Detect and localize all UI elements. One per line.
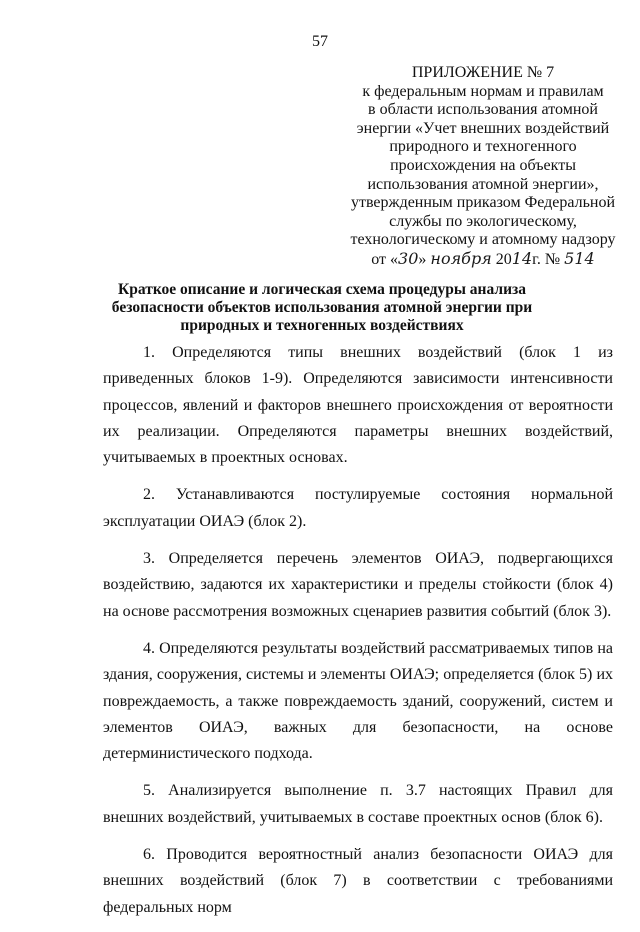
appendix-line: службы по экологическому,	[389, 212, 577, 230]
handwritten-day: 30	[398, 248, 419, 268]
paragraph-1: 1. Определяются типы внешних воздействий (блок 1 из приведенных блоков 1-9). Определяются зависимости интенсивности процессов, явлений и факторов внешнего происхождения от вероятности их реализации. Определяются параметры внешних воздействий, учитываемых в проектных основах.	[103, 344, 613, 467]
paragraph-6: 6. Проводится вероятностный анализ безопасности ОИАЭ для внешних воздействий (блок 7) в соответствии с требованиями федеральных норм	[103, 846, 613, 916]
body-text	[103, 340, 613, 932]
appendix-line: технологическому и атомному надзору	[350, 231, 616, 249]
appendix-title: ПРИЛОЖЕНИЕ № 7	[411, 64, 555, 81]
appendix-line: использования атомной энергии»,	[367, 175, 599, 193]
section-heading: Краткое описание и логическая схема процедуры анализа безопасности объектов использования атомной энергии при природных и техногенных воздействиях	[111, 281, 533, 334]
date-year-end: г. №	[532, 250, 561, 268]
appendix-line: энергии «Учет внешних воздействий	[356, 119, 610, 137]
date-prefix: от «	[371, 250, 399, 268]
appendix-line: в области использования атомной	[368, 101, 598, 119]
page-number: 57	[312, 33, 328, 50]
paragraph-3: 3. Определяется перечень элементов ОИАЭ, подвергающихся воздействию, задаются их характеристики и пределы стойкости (блок 4) на основе рассмотрения возможных сценариев развития событий (блок 3).	[103, 550, 613, 620]
paragraph-2: 2. Устанавливаются постулируемые состояния нормальной эксплуатации ОИАЭ (блок 2).	[103, 486, 613, 530]
order-date-line	[348, 250, 618, 270]
handwritten-year: 14	[511, 248, 533, 268]
paragraph-4: 4. Определяются результаты воздействий рассматриваемых типов на здания, сооружения, системы и элементы ОИАЭ; определяется (блок 5) их повреждаемость, а также повреждаемость зданий, сооружений, систем и элементов ОИАЭ, важных для безопасности, на основе детерминистического подхода.	[103, 639, 613, 763]
appendix-line: природного и техногенного	[389, 138, 577, 156]
handwritten-order-number: 514	[564, 248, 595, 268]
appendix-line: к федеральным нормам и правилам	[362, 82, 604, 100]
appendix-line: происхождения на объекты	[390, 156, 576, 174]
date-mid: »	[418, 250, 427, 268]
appendix-header	[348, 64, 618, 270]
appendix-line: утвержденным приказом Федеральной	[350, 194, 616, 212]
handwritten-month: ноября	[430, 248, 492, 268]
date-year-prefix: 20	[495, 250, 512, 268]
paragraph-5: 5. Анализируется выполнение п. 3.7 настоящих Правил для внешних воздействий, учитываемых в составе проектных основ (блок 6).	[103, 782, 613, 826]
